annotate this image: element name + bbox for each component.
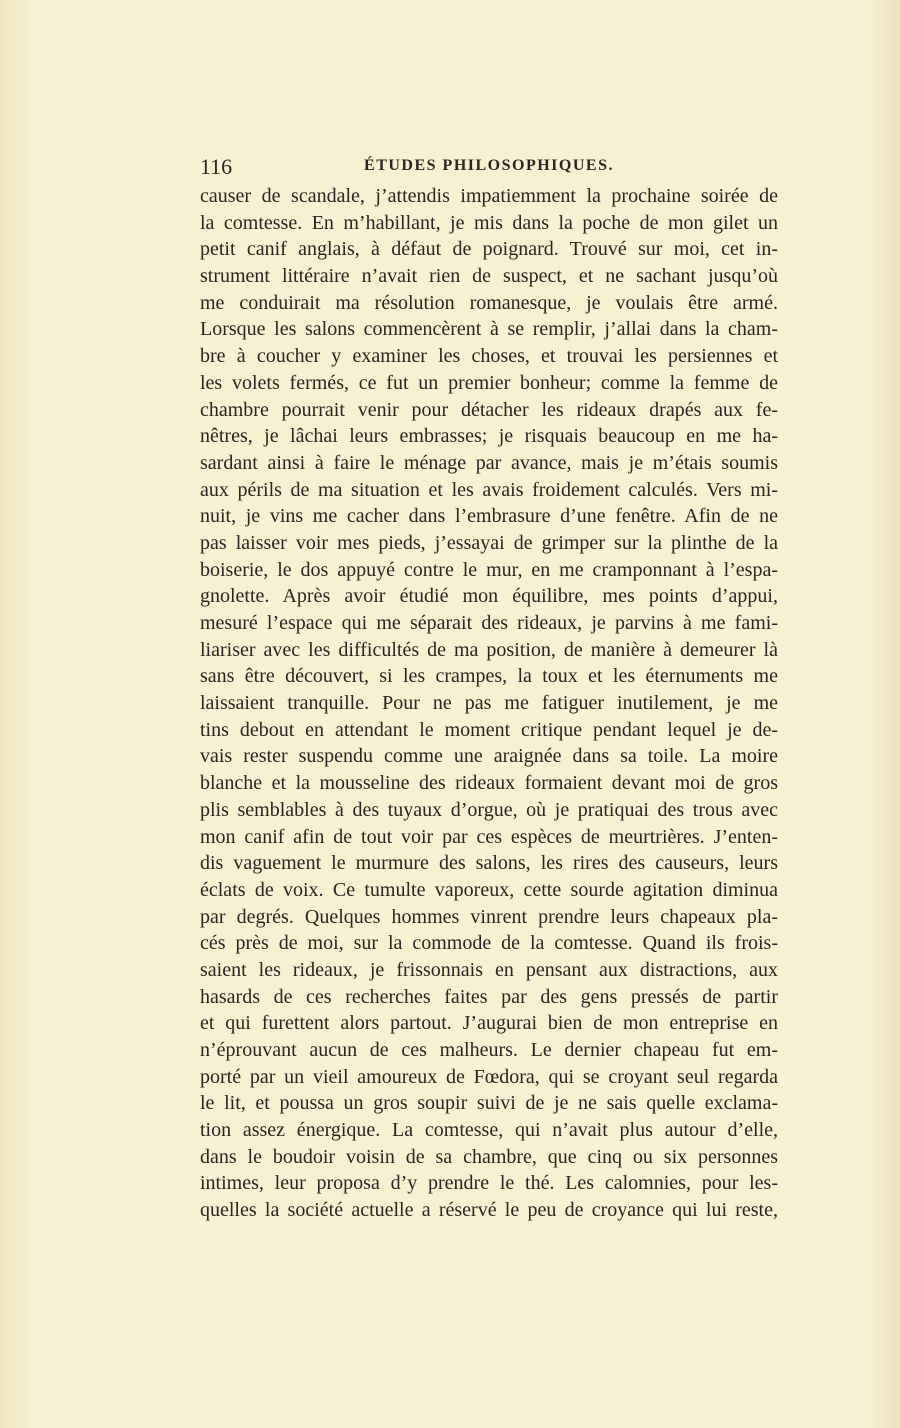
text-line: sans être découvert, si les crampes, la toux et les éternuments me xyxy=(200,665,778,688)
text-line: blanche et la mousseline des rideaux formaient devant moi de gros xyxy=(200,772,778,795)
text-line: sardant ainsi à faire le ménage par avance, mais je m’étais soumis xyxy=(200,451,778,474)
text-line: chambre pourrait venir pour détacher les rideaux drapés aux fe- xyxy=(200,398,778,421)
text-line: la comtesse. En m’habillant, je mis dans la poche de mon gilet un xyxy=(200,211,778,234)
text-line: laissaient tranquille. Pour ne pas me fatiguer inutilement, je me xyxy=(200,692,778,715)
text-line: aux périls de ma situation et les avais froidement calculés. Vers mi- xyxy=(200,478,778,501)
text-line: cés près de moi, sur la commode de la comtesse. Quand ils frois- xyxy=(200,932,778,955)
text-line: éclats de voix. Ce tumulte vaporeux, cette sourde agitation diminua xyxy=(200,878,778,901)
page-header xyxy=(200,154,778,182)
text-line: petit canif anglais, à défaut de poignard. Trouvé sur moi, cet in- xyxy=(200,238,778,261)
page-number: 116 xyxy=(200,154,233,179)
text-line: bre à coucher y examiner les choses, et trouvai les persiennes et xyxy=(200,345,778,368)
text-line: me conduirait ma résolution romanesque, je voulais être armé. xyxy=(200,291,778,314)
text-line: nuit, je vins me cacher dans l’embrasure d’une fenêtre. Afin de ne xyxy=(200,505,778,528)
text-line: liariser avec les difficultés de ma position, de manière à demeurer là xyxy=(200,638,778,661)
text-line: le lit, et poussa un gros soupir suivi de je ne sais quelle exclama- xyxy=(200,1092,778,1115)
text-line: saient les rideaux, je frissonnais en pensant aux distractions, aux xyxy=(200,958,778,981)
text-line: tion assez énergique. La comtesse, qui n’avait plus autour d’elle, xyxy=(200,1119,778,1142)
running-title: ÉTUDES PHILOSOPHIQUES. xyxy=(364,157,614,174)
text-line: hasards de ces recherches faites par des gens pressés de partir xyxy=(200,985,778,1008)
text-line: boiserie, le dos appuyé contre le mur, en me cramponnant à l’espa- xyxy=(200,558,778,581)
text-line: dans le boudoir voisin de sa chambre, que cinq ou six personnes xyxy=(200,1145,778,1168)
text-line: pas laisser voir mes pieds, j’essayai de grimper sur la plinthe de la xyxy=(200,531,778,554)
text-line: mesuré l’espace qui me séparait des rideaux, je parvins à me fami- xyxy=(200,612,778,634)
text-line: n’éprouvant aucun de ces malheurs. Le dernier chapeau fut em- xyxy=(200,1039,778,1061)
text-line: strument littéraire n’avait rien de suspect, et ne sachant jusqu’où xyxy=(200,265,778,288)
text-line: plis semblables à des tuyaux d’orgue, où je pratiquai des trous avec xyxy=(200,798,778,821)
text-line: nêtres, je lâchai leurs embrasses; je risquais beaucoup en me ha- xyxy=(200,425,778,448)
text-line: dis vaguement le murmure des salons, les rires des causeurs, leurs xyxy=(200,852,778,875)
text-line: gnolette. Après avoir étudié mon équilibre, mes points d’appui, xyxy=(200,585,778,608)
text-line: mon canif afin de tout voir par ces espèces de meurtrières. J’enten- xyxy=(200,825,778,848)
text-line: porté par un vieil amoureux de Fœdora, qui se croyant seul regarda xyxy=(200,1065,778,1088)
text-line: Lorsque les salons commencèrent à se remplir, j’allai dans la cham- xyxy=(200,318,778,341)
body-text xyxy=(200,183,778,1224)
text-line: les volets fermés, ce fut un premier bonheur; comme la femme de xyxy=(200,371,778,394)
text-line: tins debout en attendant le moment critique pendant lequel je de- xyxy=(200,718,778,741)
text-line: intimes, leur proposa d’y prendre le thé. Les calomnies, pour les- xyxy=(200,1172,778,1195)
text-line: causer de scandale, j’attendis impatiemment la prochaine soirée de xyxy=(200,185,778,207)
text-line: vais rester suspendu comme une araignée dans sa toile. La moire xyxy=(200,745,778,768)
text-line: quelles la société actuelle a réservé le peu de croyance qui lui reste, xyxy=(200,1199,778,1222)
text-line: et qui furettent alors partout. J’augurai bien de mon entreprise en xyxy=(200,1012,778,1035)
text-line: par degrés. Quelques hommes vinrent prendre leurs chapeaux pla- xyxy=(200,905,778,928)
